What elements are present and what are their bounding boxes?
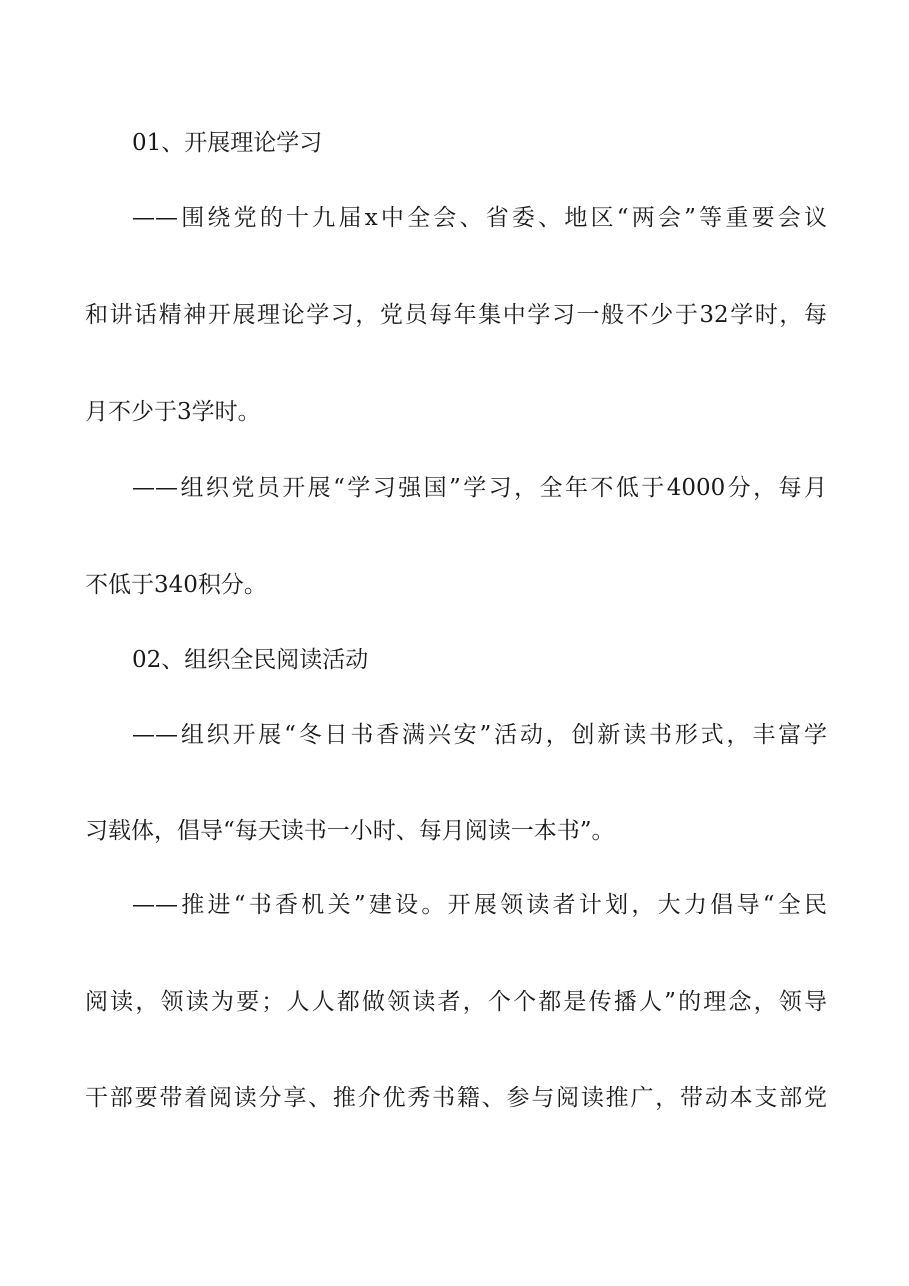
section-heading-reading-activity: 02、组织全民阅读活动 <box>132 647 369 673</box>
paragraph-line: 月不少于3学时。 <box>85 399 261 425</box>
paragraph-line: ——组织党员开展“学习强国”学习，全年不低于4000分，每月 <box>132 475 827 501</box>
paragraph-line: 不低于340积分。 <box>85 572 267 598</box>
paragraph-line: 习载体，倡导“每天读书一小时、每月阅读一本书”。 <box>85 818 615 844</box>
paragraph-line: ——组织开展“冬日书香满兴安”活动，创新读书形式，丰富学 <box>132 722 827 748</box>
paragraph-line: 阅读，领读为要；人人都做领读者，个个都是传播人”的理念，领导 <box>85 989 827 1015</box>
paragraph-line: ——围绕党的十九届x中全会、省委、地区“两会”等重要会议 <box>132 205 827 231</box>
section-heading-theory-study: 01、开展理论学习 <box>132 130 323 156</box>
paragraph-line: 干部要带着阅读分享、推介优秀书籍、参与阅读推广，带动本支部党 <box>85 1085 827 1111</box>
paragraph-line: ——推进“书香机关”建设。开展领读者计划，大力倡导“全民 <box>132 892 827 918</box>
paragraph-line: 和讲话精神开展理论学习，党员每年集中学习一般不少于32学时，每 <box>85 302 827 328</box>
